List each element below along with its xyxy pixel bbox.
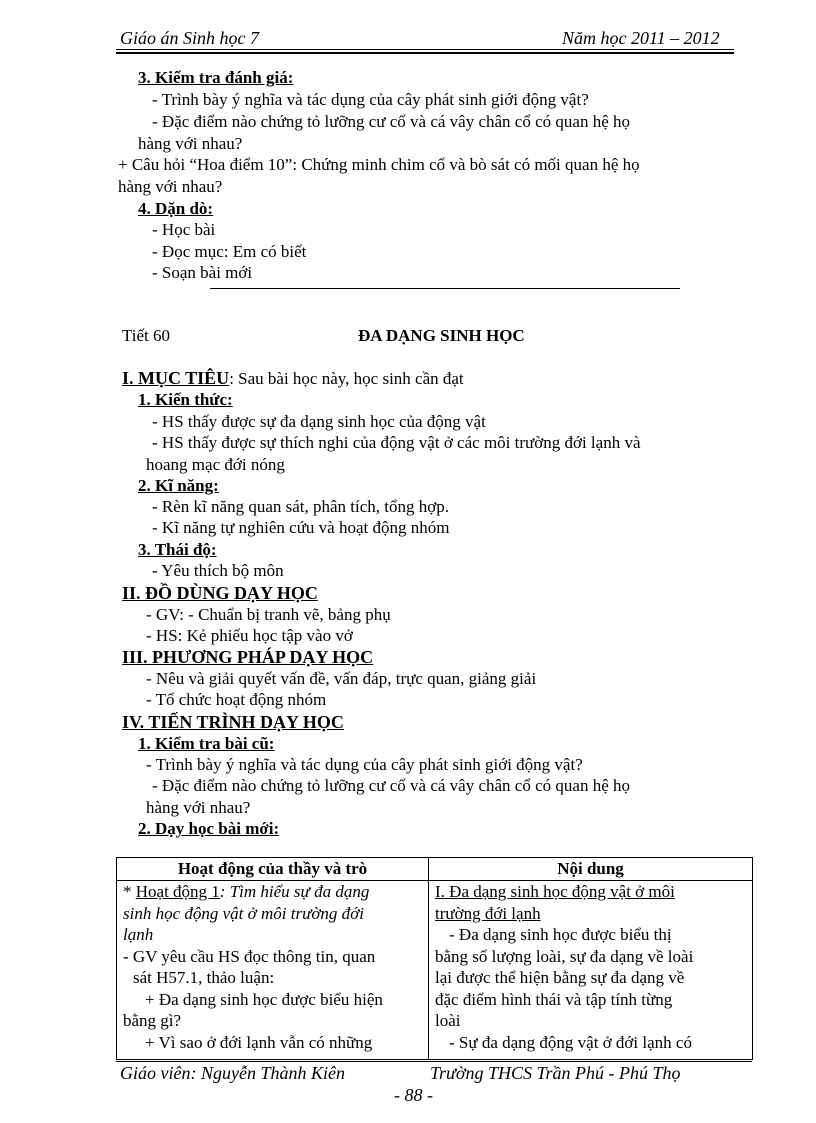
section-1-intro: : Sau bài học này, học sinh cần đạt	[229, 369, 464, 388]
header-rule-thick	[116, 52, 734, 54]
method-2: - Tổ chức hoạt động nhóm	[146, 690, 327, 709]
homework-2: - Đọc mục: Em có biết	[152, 242, 307, 261]
activity-line: sát H57.1, thảo luận:	[133, 968, 275, 987]
method-1: - Nêu và giải quyết vấn đề, vấn đáp, trực quan, giảng giải	[146, 669, 537, 688]
section-3-title: III. PHƯƠNG PHÁP DẠY HỌC	[122, 647, 374, 667]
period-number: Tiết 60	[122, 326, 171, 345]
check-q2a: - Đặc điểm nào chứng tỏ lưỡng cư cổ và cá vây chân cổ có quan hệ họ	[152, 776, 630, 795]
table-header-row	[117, 858, 753, 881]
activities-cell	[117, 881, 429, 1060]
knowledge-title: 1. Kiến thức:	[138, 390, 233, 409]
bonus-question-b: hàng với nhau?	[118, 177, 223, 196]
lesson-title: ĐA DẠNG SINH HỌC	[358, 326, 525, 345]
footer-school: Trường THCS Trần Phú - Phú Thọ	[430, 1063, 681, 1083]
activity-star: *	[123, 882, 136, 901]
content-line: - Sự đa dạng động vật ở đới lạnh có	[449, 1032, 692, 1052]
assess-title: 3. Kiểm tra đánh giá:	[138, 68, 294, 87]
footer-rule	[116, 1061, 752, 1062]
bonus-question-a: + Câu hỏi “Hoa điểm 10”: Chứng minh chim cổ và bò sát có mối quan hệ họ	[118, 155, 640, 174]
section-2-title: II. ĐỒ DÙNG DẠY HỌC	[122, 583, 318, 603]
homework-1: - Học bài	[152, 220, 216, 239]
new-lesson-title: 2. Dạy học bài mới:	[138, 819, 280, 838]
content-cell	[429, 881, 753, 1060]
student-materials: - HS: Kẻ phiếu học tập vào vở	[146, 626, 353, 645]
activity-line: - GV yêu cầu HS đọc thông tin, quan	[123, 946, 376, 966]
attitude-title: 3. Thái độ:	[138, 540, 217, 559]
section-1-title: I. MỤC TIÊU	[122, 368, 230, 388]
content-line: đặc điểm hình thái và tập tính từng	[435, 989, 673, 1009]
knowledge-2a: - HS thấy được sự thích nghi của động vật ở các môi trường đới lạnh và	[152, 433, 641, 452]
content-heading-cont: trường đới lạnh	[435, 903, 541, 923]
section-4-title: IV. TIẾN TRÌNH DẠY HỌC	[122, 712, 344, 732]
page-number: - 88 -	[394, 1085, 433, 1105]
assess-q1: - Trình bày ý nghĩa và tác dụng của cây phát sinh giới động vật?	[152, 90, 589, 109]
header-subject: Giáo án Sinh học 7	[120, 28, 259, 48]
header-rule	[116, 49, 734, 50]
content-line: - Đa dạng sinh học được biểu thị	[449, 925, 672, 944]
activity-line: + Vì sao ở đới lạnh vẫn có những	[145, 1032, 373, 1052]
check-title: 1. Kiểm tra bài cũ:	[138, 734, 275, 753]
check-q1: - Trình bày ý nghĩa và tác dụng của cây phát sinh giới động vật?	[146, 755, 583, 774]
activity-1-topic-cont: sinh học động vật ở môi trường đới	[123, 903, 364, 923]
activity-1-label: Hoạt động 1	[135, 882, 220, 901]
table-col-activities: Hoạt động của thầy và trò	[117, 858, 429, 881]
activity-1-topic-end: lạnh	[123, 925, 154, 944]
activity-line: bằng gì?	[123, 1011, 182, 1030]
knowledge-2b: hoang mạc đới nóng	[146, 455, 285, 474]
content-line: bằng số lượng loài, sự đa dạng về loài	[435, 946, 694, 966]
header-year: Năm học 2011 – 2012	[562, 28, 720, 48]
homework-title: 4. Dặn dò:	[138, 199, 214, 218]
skill-2: - Kĩ năng tự nghiên cứu và hoạt động nhóm	[152, 518, 450, 537]
content-heading: I. Đa dạng sinh học động vật ở môi	[435, 882, 675, 901]
table-row	[117, 881, 753, 1060]
lesson-table	[116, 857, 753, 1060]
table-col-content: Nội dung	[429, 858, 753, 881]
knowledge-1: - HS thấy được sự đa dạng sinh học của động vật	[152, 412, 486, 431]
homework-3: - Soạn bài mới	[152, 263, 253, 282]
activity-1-topic: : Tìm hiểu sự đa dạng	[219, 882, 370, 901]
activity-line: + Đa dạng sinh học được biểu hiện	[145, 989, 383, 1009]
skill-1: - Rèn kĩ năng quan sát, phân tích, tổng hợp.	[152, 497, 449, 516]
footer-teacher: Giáo viên: Nguyễn Thành Kiên	[120, 1063, 345, 1083]
teacher-materials: - GV: - Chuẩn bị tranh vẽ, bảng phụ	[146, 605, 391, 624]
skills-title: 2. Kĩ năng:	[138, 476, 219, 495]
content-line: lại được thể hiện bằng sự đa dạng về	[435, 968, 685, 987]
check-q2b: hàng với nhau?	[146, 798, 251, 817]
assess-q2a: - Đặc điểm nào chứng tỏ lưỡng cư cổ và cá vây chân cổ có quan hệ họ	[152, 112, 630, 131]
content-line: loài	[435, 1011, 461, 1030]
assess-q2b: hàng với nhau?	[138, 134, 243, 153]
attitude-1: - Yêu thích bộ môn	[152, 561, 284, 580]
section-divider	[210, 288, 680, 289]
